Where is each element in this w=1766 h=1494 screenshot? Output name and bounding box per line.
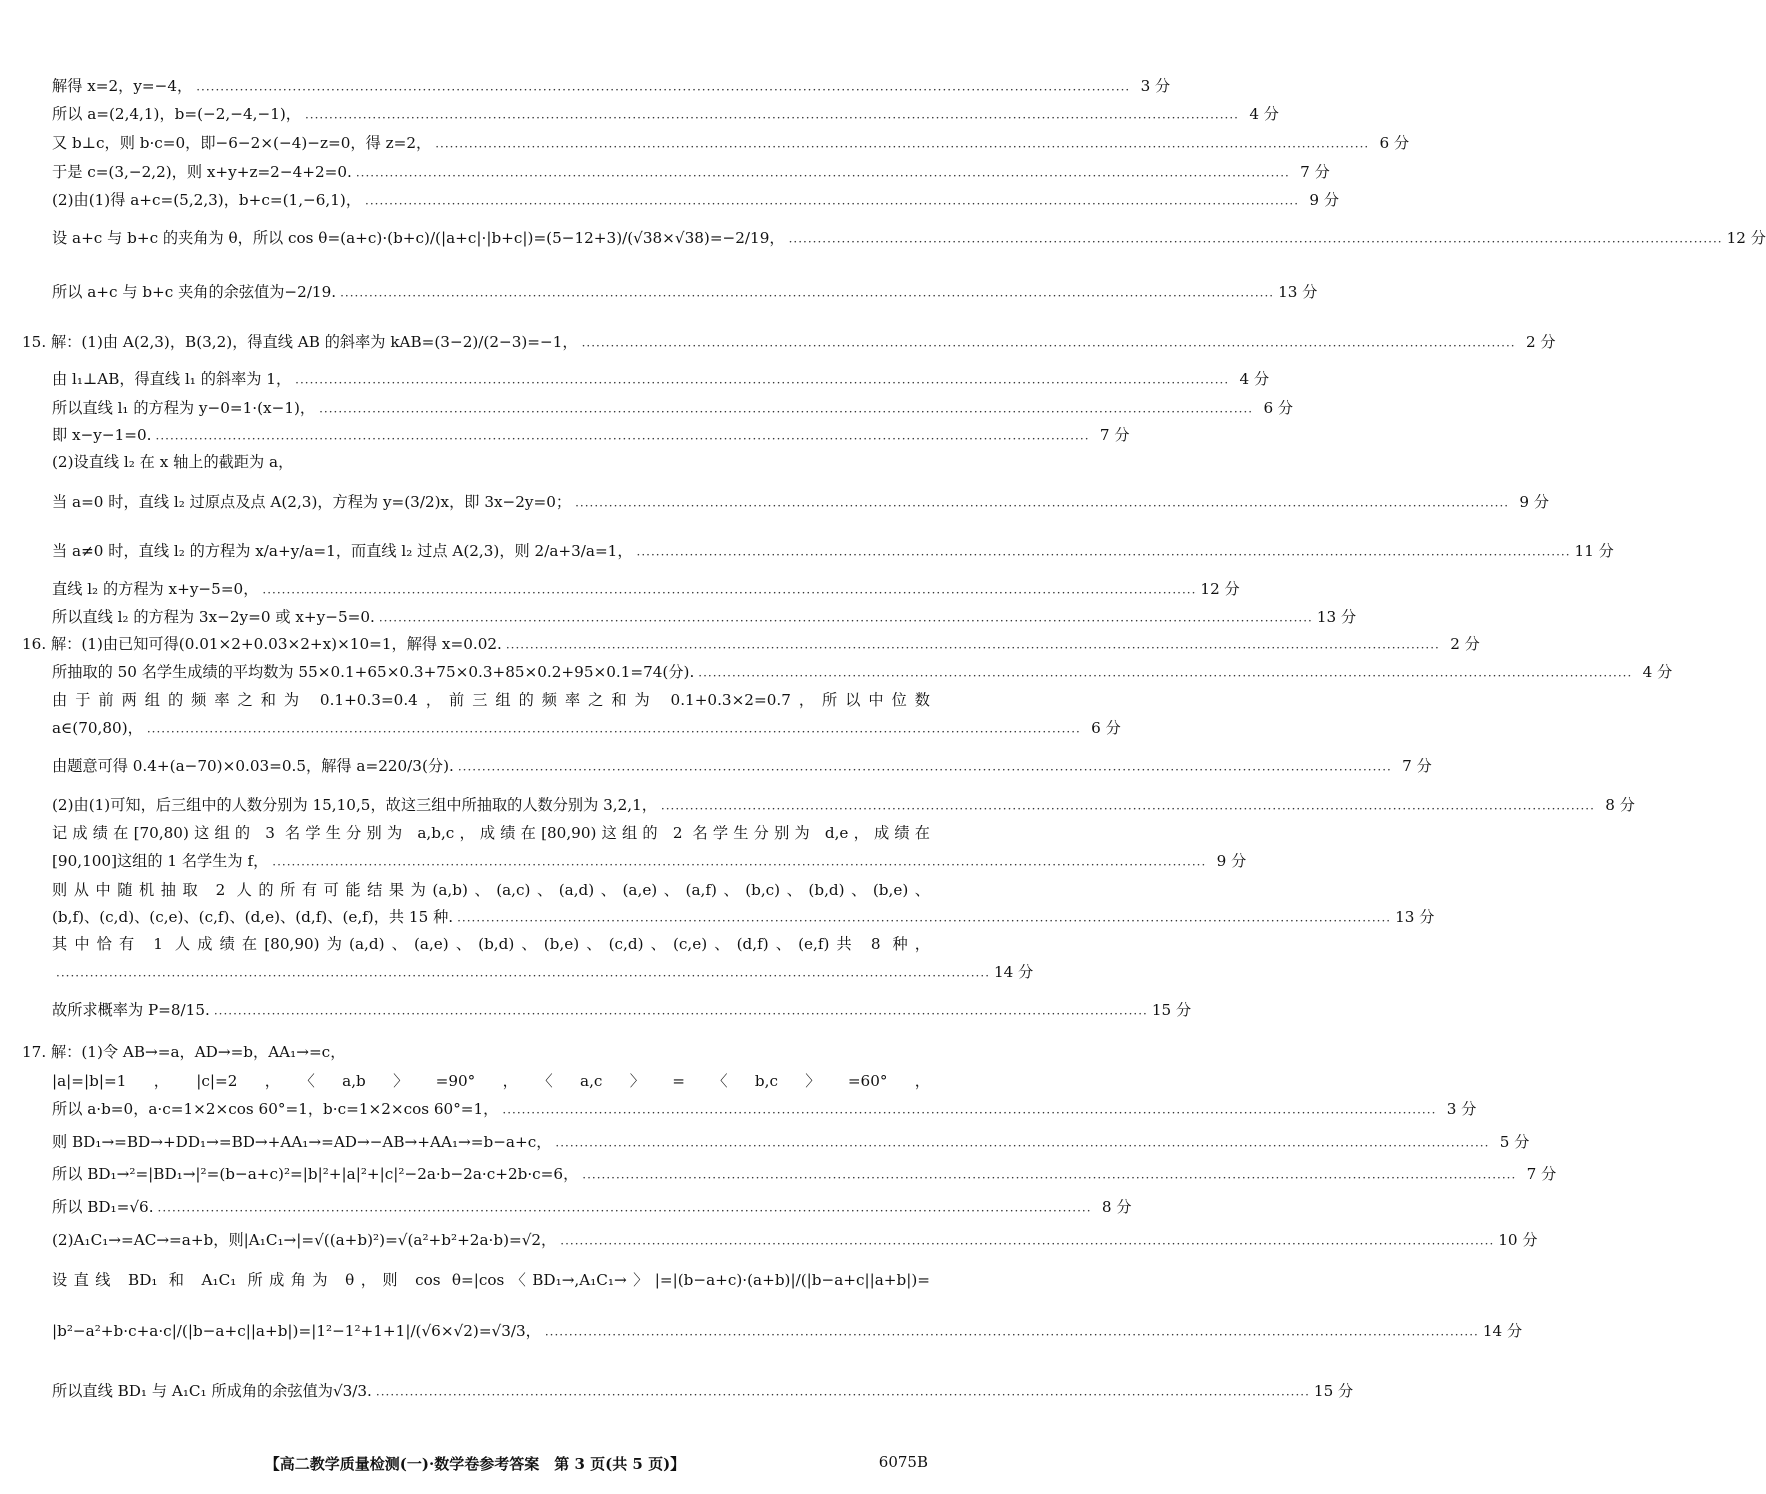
dot-leader	[582, 335, 1516, 349]
answer-line	[52, 1099, 1477, 1119]
line-score: 4 分	[1239, 370, 1270, 388]
line-text: 所以直线 l₂ 的方程为 3x−2y=0 或 x+y−5=0.	[52, 608, 375, 626]
line-score: 12 分	[1200, 580, 1240, 598]
line-score: 8 分	[1101, 1198, 1132, 1216]
answer-line	[22, 634, 1480, 654]
dot-leader	[196, 79, 1130, 93]
dot-leader	[158, 1200, 1092, 1214]
dot-leader	[458, 759, 1392, 773]
line-score: 7 分	[1099, 426, 1130, 444]
line-score: 6 分	[1379, 134, 1410, 152]
line-text: 由于前两组的频率之和为 0.1+0.3=0.4，前三组的频率之和为 0.1+0.3×2=0.7，所以中位数	[52, 691, 930, 709]
answer-line	[52, 398, 1294, 418]
footer-code: 6075B	[878, 1453, 928, 1471]
line-text: 所以 a=(2,4,1)，b=(−2,−4,−1)，	[52, 105, 301, 123]
answer-line	[52, 425, 1130, 445]
line-score: 6 分	[1263, 399, 1294, 417]
line-text: 15. 解：(1)由 A(2,3)，B(3,2)，得直线 AB 的斜率为 kAB=(3−2)/(2−3)=−1，	[22, 333, 578, 351]
line-text: (2)由(1)可知，后三组中的人数分别为 15,10,5，故这三组中所抽取的人数分别为 3,2,1，	[52, 796, 657, 814]
line-text: 当 a=0 时，直线 l₂ 过原点及点 A(2,3)，方程为 y=(3/2)x，即 3x−2y=0；	[52, 493, 572, 511]
line-score: 7 分	[1402, 757, 1432, 775]
page-footer	[0, 1453, 950, 1477]
line-score: 7 分	[1300, 163, 1330, 181]
line-score: 11 分	[1574, 542, 1614, 560]
dot-leader	[789, 231, 1723, 245]
line-text: 所以 BD₁=√6.	[52, 1198, 154, 1216]
answer-line	[52, 369, 1270, 389]
line-score: 2 分	[1525, 333, 1556, 351]
dot-leader	[365, 193, 1299, 207]
answer-line	[52, 962, 1034, 982]
dot-leader	[698, 665, 1632, 679]
line-text: 所抽取的 50 名学生成绩的平均数为 55×0.1+65×0.3+75×0.3+85×0.2+95×0.1=74(分).	[52, 663, 695, 681]
answer-line	[22, 1042, 930, 1062]
line-score: 12 分	[1726, 229, 1766, 247]
dot-leader	[272, 854, 1206, 868]
dot-leader	[379, 610, 1313, 624]
answer-line	[52, 662, 1673, 682]
dot-leader	[305, 107, 1239, 121]
dot-leader	[582, 1167, 1516, 1181]
dot-leader	[435, 136, 1369, 150]
line-text: 设直线 BD₁ 和 A₁C₁ 所成角为 θ，则 cos θ=|cos〈BD₁→,A₁C₁→〉|=|(b−a+c)·(a+b)|/(|b−a+c||a+b|)=	[52, 1271, 930, 1289]
answer-line	[52, 579, 1240, 599]
dot-leader	[262, 582, 1196, 596]
answer-line	[52, 1000, 1192, 1020]
line-text: 所以直线 BD₁ 与 A₁C₁ 所成角的余弦值为√3/3.	[52, 1382, 372, 1400]
line-text: 所以 BD₁→²=|BD₁→|²=(b−a+c)²=|b|²+|a|²+|c|²−2a·b−2a·c+2b·c=6，	[52, 1165, 579, 1183]
answer-line	[52, 228, 1766, 248]
line-text: 则从中随机抽取 2 人的所有可能结果为(a,b)、(a,c)、(a,d)、(a,e)、(a,f)、(b,c)、(b,d)、(b,e)、	[52, 881, 930, 899]
answer-line	[52, 190, 1340, 210]
dot-leader	[147, 721, 1081, 735]
answer-line	[52, 162, 1330, 182]
line-text: 解得 x=2，y=−4，	[52, 77, 193, 95]
dot-leader	[376, 1384, 1310, 1398]
line-score: 8 分	[1605, 796, 1635, 814]
answer-line	[52, 76, 1171, 96]
line-text: 直线 l₂ 的方程为 x+y−5=0，	[52, 580, 259, 598]
line-text: 故所求概率为 P=8/15.	[52, 1001, 210, 1019]
answer-line	[52, 607, 1357, 627]
line-score: 4 分	[1642, 663, 1673, 681]
line-text: 记成绩在[70,80)这组的 3 名学生分别为 a,b,c，成绩在[80,90)这组的 2 名学生分别为 d,e，成绩在	[52, 824, 930, 842]
line-score: 9 分	[1309, 191, 1340, 209]
line-text: (2)设直线 l₂ 在 x 轴上的截距为 a，	[52, 453, 294, 471]
line-score: 6 分	[1091, 719, 1121, 737]
dot-leader	[545, 1324, 1479, 1338]
line-text: (2)由(1)得 a+c=(5,2,3)，b+c=(1,−6,1)，	[52, 191, 362, 209]
dot-leader	[555, 1135, 1489, 1149]
line-score: 13 分	[1316, 608, 1357, 626]
line-text: (2)A₁C₁→=AC→=a+b，则|A₁C₁→|=√((a+b)²)=√(a²+b²+2a·b)=√2，	[52, 1231, 557, 1249]
answer-line	[52, 756, 1432, 776]
line-score: 10 分	[1498, 1231, 1538, 1249]
line-text: |a|=|b|=1，|c|=2，〈a,b〉=90°，〈a,c〉=〈b,c〉=60°，	[52, 1072, 930, 1090]
line-text: 所以直线 l₁ 的方程为 y−0=1·(x−1)，	[52, 399, 316, 417]
line-text: 16. 解：(1)由已知可得(0.01×2+0.03×2+x)×10=1，解得 x=0.02.	[22, 635, 502, 653]
answer-line	[52, 1132, 1530, 1152]
dot-leader	[319, 401, 1253, 415]
dot-leader	[457, 910, 1391, 924]
dot-leader	[575, 495, 1509, 509]
line-text: 所以 a+c 与 b+c 夹角的余弦值为−2/19.	[52, 283, 337, 301]
line-score: 7 分	[1526, 1165, 1557, 1183]
dot-leader	[214, 1003, 1148, 1017]
line-text: 所以 a·b=0，a·c=1×2×cos 60°=1，b·c=1×2×cos 60°=1，	[52, 1100, 499, 1118]
answer-line	[52, 1321, 1523, 1341]
footer-title: 【高二教学质量检测(一)·数学卷参考答案 第 3 页(共 5 页)】	[264, 1455, 686, 1473]
line-text: 17. 解：(1)令 AB→=a，AD→=b，AA₁→=c，	[22, 1043, 346, 1061]
dot-leader	[560, 1233, 1494, 1247]
line-text: 设 a+c 与 b+c 的夹角为 θ，所以 cos θ=(a+c)·(b+c)/(|a+c|·|b+c|)=(5−12+3)/(√38×√38)=−2/19，	[52, 229, 785, 247]
answer-line	[52, 1230, 1538, 1250]
dot-leader	[661, 798, 1595, 812]
answer-line	[52, 104, 1279, 124]
answer-line	[52, 541, 1614, 561]
answer-line	[52, 1270, 930, 1290]
line-score: 9 分	[1216, 852, 1247, 870]
answer-line	[52, 133, 1410, 153]
answer-line	[52, 1071, 930, 1091]
answer-line	[52, 282, 1318, 302]
line-score: 13 分	[1278, 283, 1318, 301]
dot-leader	[506, 637, 1440, 651]
dot-leader	[340, 285, 1274, 299]
line-score: 4 分	[1249, 105, 1279, 123]
line-text: 即 x−y−1=0.	[52, 426, 152, 444]
answer-line	[52, 492, 1550, 512]
answer-line	[52, 1381, 1354, 1401]
dot-leader	[502, 1102, 1436, 1116]
line-text: [90,100]这组的 1 名学生为 f，	[52, 852, 269, 870]
line-text: 由 l₁⊥AB，得直线 l₁ 的斜率为 1，	[52, 370, 292, 388]
line-score: 14 分	[1482, 1322, 1523, 1340]
line-score: 3 分	[1446, 1100, 1477, 1118]
answer-line	[52, 718, 1121, 738]
answer-line	[22, 332, 1556, 352]
answer-line	[52, 907, 1435, 927]
line-score: 15 分	[1151, 1001, 1192, 1019]
line-score: 2 分	[1450, 635, 1480, 653]
line-score: 14 分	[994, 963, 1034, 981]
line-text: a∈(70,80)，	[52, 719, 143, 737]
dot-leader	[56, 965, 990, 979]
line-text: 于是 c=(3,−2,2)，则 x+y+z=2−4+2=0.	[52, 163, 352, 181]
answer-line	[52, 1197, 1132, 1217]
dot-leader	[295, 372, 1229, 386]
line-score: 3 分	[1140, 77, 1171, 95]
line-text: 则 BD₁→=BD→+DD₁→=BD→+AA₁→=AD→−AB→+AA₁→=b−a+c，	[52, 1133, 552, 1151]
line-text: |b²−a²+b·c+a·c|/(|b−a+c||a+b|)=|1²−1²+1+1|/(√6×√2)=√3/3，	[52, 1322, 541, 1340]
line-text: 当 a≠0 时，直线 l₂ 的方程为 x/a+y/a=1，而直线 l₂ 过点 A(2,3)，则 2/a+3/a=1，	[52, 542, 633, 560]
answer-line	[52, 823, 930, 843]
line-score: 9 分	[1519, 493, 1550, 511]
line-text: 又 b⊥c，则 b·c=0，即−6−2×(−4)−z=0，得 z=2，	[52, 134, 432, 152]
line-score: 5 分	[1499, 1133, 1530, 1151]
answer-line	[52, 452, 930, 472]
answer-line	[52, 795, 1635, 815]
answer-line	[52, 880, 930, 900]
line-text: 其中恰有 1 人成绩在[80,90)为(a,d)、(a,e)、(b,d)、(b,e)、(c,d)、(c,e)、(d,f)、(e,f)共 8 种，	[52, 935, 930, 953]
answer-line	[52, 690, 930, 710]
line-score: 15 分	[1313, 1382, 1354, 1400]
line-text: 由题意可得 0.4+(a−70)×0.03=0.5，解得 a=220/3(分).	[52, 757, 454, 775]
dot-leader	[156, 428, 1090, 442]
dot-leader	[637, 544, 1571, 558]
answer-line	[52, 1164, 1557, 1184]
dot-leader	[356, 165, 1290, 179]
line-text: (b,f)、(c,d)、(c,e)、(c,f)、(d,e)、(d,f)、(e,f)，共 15 种.	[52, 908, 454, 926]
line-score: 13 分	[1395, 908, 1435, 926]
answer-line	[52, 934, 930, 954]
answer-line	[52, 851, 1247, 871]
